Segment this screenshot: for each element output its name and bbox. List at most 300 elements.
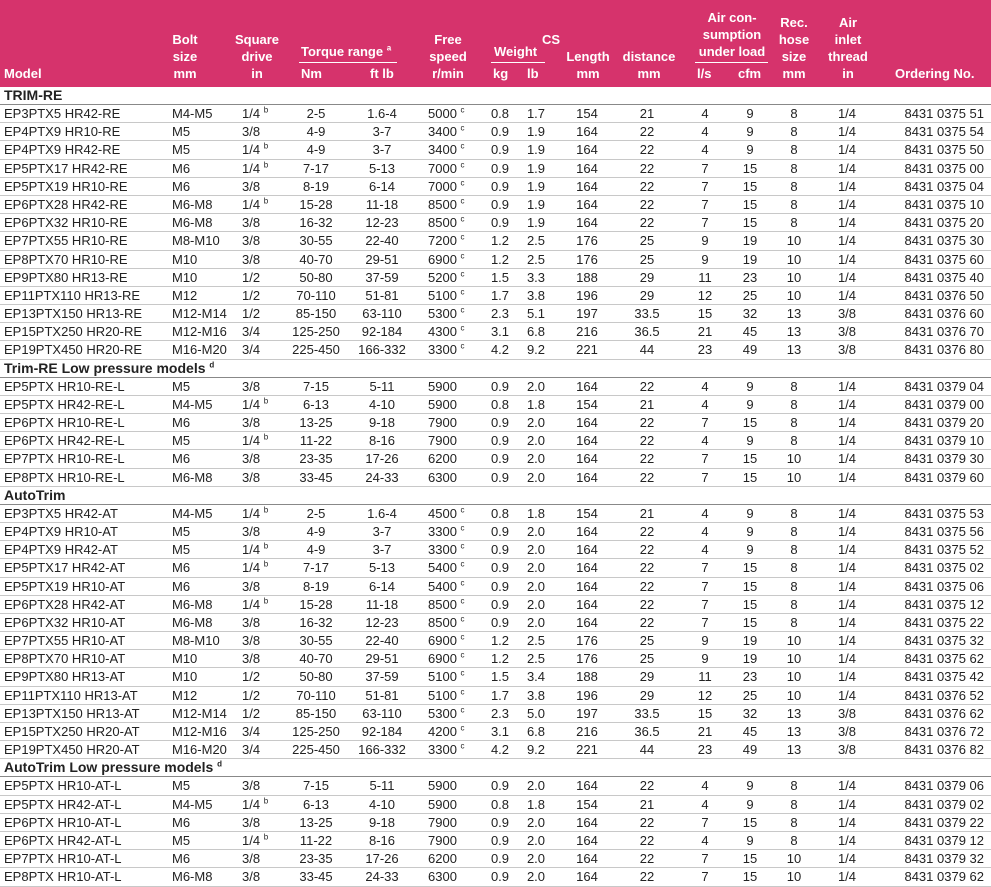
cell-drive-value: 1/4 <box>242 160 261 176</box>
cell-thread <box>827 269 867 286</box>
cell-kg-value: 0.9 <box>490 869 510 885</box>
cell-lb-value: 1.9 <box>526 142 546 158</box>
cell-dist <box>622 832 672 849</box>
cell-kg <box>484 578 516 595</box>
cell-thread-value: 1/4 <box>837 796 857 812</box>
cell-footnote: b <box>263 196 269 206</box>
cell-speed-value: 8500 <box>428 215 457 231</box>
cell-nm-value: 225-450 <box>292 742 340 758</box>
cell-ft <box>352 232 412 249</box>
cell-order <box>892 323 984 340</box>
cell-ft-value: 29-51 <box>365 251 399 267</box>
cell-kg <box>484 105 516 122</box>
cell-thread-value: 1/4 <box>837 851 857 867</box>
cell-cfm <box>732 469 768 486</box>
cell-dist <box>622 341 672 358</box>
cell-lb-value: 2.0 <box>526 869 546 885</box>
cell-ls <box>690 868 720 885</box>
cell-drive-value: 3/8 <box>242 178 261 194</box>
cell-cfm-value: 15 <box>742 178 758 194</box>
table-row <box>0 796 991 814</box>
cell-speed <box>428 323 488 340</box>
cell-order-value: 8431 0375 40 <box>904 269 984 285</box>
cell-speed <box>428 287 488 304</box>
cell-len <box>565 723 609 740</box>
cell-hose <box>776 523 812 540</box>
weight-underline <box>491 62 545 63</box>
cell-footnote: b <box>263 160 269 170</box>
cell-dist <box>622 505 672 522</box>
cell-order-value: 8431 0375 50 <box>904 142 984 158</box>
cell-cfm <box>732 796 768 813</box>
cell-drive <box>242 705 292 722</box>
cell-cfm-value: 15 <box>742 596 758 612</box>
cell-thread-value: 1/4 <box>837 523 857 539</box>
cell-kg-value: 2.3 <box>490 705 510 721</box>
cell-ls <box>690 796 720 813</box>
cell-kg <box>484 505 516 522</box>
cell-nm <box>290 596 342 613</box>
cell-order <box>892 723 984 740</box>
cell-model <box>4 450 164 467</box>
cell-kg <box>484 777 516 794</box>
cell-model <box>4 723 164 740</box>
cell-dist-value: 29 <box>639 269 655 285</box>
cell-cfm <box>732 741 768 758</box>
col-inlet-header-1: Air <box>838 15 858 30</box>
cell-model-value: EP7PTX55 HR10-AT <box>4 633 126 649</box>
cell-len <box>565 178 609 195</box>
cell-kg <box>484 650 516 667</box>
cell-ls <box>690 614 720 631</box>
cell-speed <box>428 741 488 758</box>
cell-order-value: 8431 0375 12 <box>904 596 984 612</box>
cell-dist-value: 22 <box>639 124 655 140</box>
cell-bolt <box>172 741 232 758</box>
cell-speed <box>428 523 488 540</box>
cell-dist <box>622 141 672 158</box>
cell-order <box>892 178 984 195</box>
cell-hose <box>776 650 812 667</box>
cell-nm <box>290 269 342 286</box>
cell-thread <box>827 814 867 831</box>
cell-bolt-value: M6-M8 <box>172 869 213 885</box>
cell-nm-value: 50-80 <box>299 269 333 285</box>
cell-lb <box>520 305 552 322</box>
col-nm-header: Nm <box>301 66 322 81</box>
cell-speed <box>428 432 488 449</box>
cell-nm <box>290 123 342 140</box>
cell-len-value: 216 <box>576 324 598 340</box>
cell-thread-value: 1/4 <box>837 269 857 285</box>
cell-lb-value: 1.9 <box>526 124 546 140</box>
cell-nm-value: 33-45 <box>299 469 333 485</box>
cell-speed-value: 5900 <box>428 378 457 394</box>
cell-ls <box>690 578 720 595</box>
cell-speed <box>428 796 488 813</box>
cell-nm-value: 40-70 <box>299 651 333 667</box>
cell-model-value: EP6PTX28 HR42-AT <box>4 596 126 612</box>
cell-speed-value: 6900 <box>428 651 457 667</box>
cell-cfm-value: 15 <box>742 851 758 867</box>
cell-bolt-value: M6-M8 <box>172 469 213 485</box>
cell-thread-value: 1/4 <box>837 542 857 558</box>
cell-ft <box>352 814 412 831</box>
cell-len-value: 164 <box>576 596 598 612</box>
cell-drive-value: 3/8 <box>242 578 261 594</box>
cell-ls <box>690 541 720 558</box>
section-heading <box>0 87 991 105</box>
cell-dist <box>622 251 672 268</box>
cell-lb-value: 3.3 <box>526 269 546 285</box>
cell-nm <box>290 541 342 558</box>
cell-ls-value: 4 <box>701 505 709 521</box>
cell-dist-value: 22 <box>639 814 655 830</box>
cell-speed <box>428 650 488 667</box>
cell-model <box>4 323 164 340</box>
cell-speed-value: 7900 <box>428 415 457 430</box>
cell-kg <box>484 160 516 177</box>
cell-drive <box>242 196 292 213</box>
cell-order-value: 8431 0379 12 <box>904 832 984 848</box>
cell-drive <box>242 559 292 576</box>
cell-order <box>892 287 984 304</box>
cell-footnote: c <box>460 287 465 297</box>
cell-len <box>565 596 609 613</box>
cell-footnote: c <box>460 669 465 679</box>
cell-speed <box>428 505 488 522</box>
cell-dist <box>622 523 672 540</box>
cell-kg-value: 3.1 <box>490 324 510 340</box>
cell-ft <box>352 541 412 558</box>
cell-cfm-value: 32 <box>742 705 758 721</box>
cell-ls-value: 15 <box>697 705 713 721</box>
cell-len-value: 188 <box>576 669 598 685</box>
cell-ls-value: 4 <box>701 378 709 394</box>
cell-dist <box>622 287 672 304</box>
cell-bolt <box>172 450 232 467</box>
cell-ls <box>690 232 720 249</box>
cell-drive-value: 3/8 <box>242 614 261 630</box>
cell-hose <box>776 287 812 304</box>
cell-ft-value: 51-81 <box>365 687 399 703</box>
cell-lb <box>520 251 552 268</box>
cell-ls-value: 4 <box>701 124 709 140</box>
cell-lb <box>520 432 552 449</box>
cell-nm-value: 11-22 <box>299 832 333 848</box>
cell-ls-value: 11 <box>698 269 712 285</box>
cell-cfm-value: 9 <box>746 796 754 812</box>
cell-order-value: 8431 0375 04 <box>904 178 984 194</box>
cell-kg <box>484 559 516 576</box>
cell-bolt <box>172 650 232 667</box>
cell-drive <box>242 578 292 595</box>
cell-dist-value: 33.5 <box>634 705 660 721</box>
cell-dist <box>622 105 672 122</box>
cell-dist-value: 33.5 <box>634 306 660 322</box>
cell-bolt-value: M5 <box>172 142 191 158</box>
cell-order-value: 8431 0375 51 <box>904 106 984 121</box>
cell-model <box>4 505 164 522</box>
cell-lb-value: 2.0 <box>526 542 546 558</box>
cell-model <box>4 341 164 358</box>
cell-kg <box>484 523 516 540</box>
cell-len <box>565 432 609 449</box>
cell-ls-value: 7 <box>701 560 709 576</box>
cell-lb-value: 2.0 <box>526 415 546 430</box>
cell-lb <box>520 705 552 722</box>
cell-dist <box>622 305 672 322</box>
cell-lb <box>520 741 552 758</box>
cell-thread <box>827 796 867 813</box>
cell-order <box>892 796 984 813</box>
cell-drive-value: 1/2 <box>242 306 261 322</box>
cell-hose <box>776 323 812 340</box>
cell-cfm-value: 9 <box>746 142 754 158</box>
cell-dist-value: 22 <box>639 542 655 558</box>
cell-bolt-value: M10 <box>172 269 198 285</box>
section-title: TRIM-RE <box>4 87 63 103</box>
cell-bolt-value: M6 <box>172 578 191 594</box>
cell-lb-value: 2.0 <box>526 778 546 794</box>
cell-cfm-value: 15 <box>742 160 758 176</box>
cell-dist-value: 22 <box>639 178 655 194</box>
cell-drive <box>242 251 292 268</box>
cell-nm <box>290 614 342 631</box>
cell-model <box>4 432 164 449</box>
cell-ft <box>352 251 412 268</box>
cell-speed <box>428 668 488 685</box>
cell-drive-value: 1/4 <box>242 796 261 812</box>
cell-nm-value: 7-17 <box>302 160 330 176</box>
cell-cfm-value: 23 <box>742 269 758 285</box>
cell-hose <box>776 596 812 613</box>
cell-ft-value: 22-40 <box>365 233 399 249</box>
cell-len-value: 164 <box>576 560 598 576</box>
cell-drive <box>242 741 292 758</box>
cell-drive <box>242 541 292 558</box>
cell-thread-value: 1/4 <box>837 687 857 703</box>
cell-ft-value: 29-51 <box>365 651 399 667</box>
cell-ls <box>690 396 720 413</box>
cell-ls <box>690 450 720 467</box>
cell-dist-value: 22 <box>639 196 655 212</box>
cell-model-value: EP15PTX250 HR20-AT <box>4 724 140 739</box>
cell-hose <box>776 450 812 467</box>
cell-ft-value: 24-33 <box>365 869 399 885</box>
cell-model-value: EP6PTX HR10-AT-L <box>4 814 122 830</box>
cell-drive-value: 3/4 <box>242 724 261 739</box>
cell-ft <box>352 777 412 794</box>
cell-len <box>565 450 609 467</box>
cell-nm-value: 8-19 <box>302 578 330 594</box>
cell-hose-value: 8 <box>790 106 798 121</box>
cell-drive-value: 1/4 <box>242 196 261 212</box>
cell-lb <box>520 232 552 249</box>
cell-footnote: c <box>460 523 465 533</box>
cell-kg-value: 0.8 <box>490 505 510 521</box>
cell-speed <box>428 160 488 177</box>
cell-kg-value: 0.9 <box>490 433 510 449</box>
cell-ls <box>690 378 720 395</box>
cell-nm-value: 2-5 <box>306 106 326 121</box>
cell-kg-value: 0.8 <box>490 796 510 812</box>
cell-bolt-value: M8-M10 <box>172 633 220 649</box>
cell-ls <box>690 650 720 667</box>
cell-speed-value: 4500 <box>428 505 457 521</box>
cell-footnote: b <box>263 396 269 406</box>
cell-ls-value: 7 <box>701 851 709 867</box>
cell-lb-value: 2.0 <box>526 614 546 630</box>
cell-cfm <box>732 505 768 522</box>
cell-kg-value: 1.2 <box>490 251 510 267</box>
cell-lb-value: 2.5 <box>526 633 546 649</box>
cell-nm <box>290 160 342 177</box>
cell-model-value: EP8PTX70 HR10-AT <box>4 651 126 667</box>
cell-thread <box>827 323 867 340</box>
cell-nm-value: 40-70 <box>299 251 333 267</box>
table-row <box>0 723 991 741</box>
cell-hose-value: 10 <box>786 651 802 667</box>
cell-kg <box>484 832 516 849</box>
cell-ft-value: 92-184 <box>361 324 403 340</box>
cell-len-value: 164 <box>576 215 598 231</box>
cell-nm <box>290 578 342 595</box>
cell-speed-value: 7000 <box>428 178 457 194</box>
cell-speed-value: 6200 <box>428 851 457 867</box>
cell-speed <box>428 396 488 413</box>
cell-thread <box>827 687 867 704</box>
cell-dist-value: 25 <box>639 233 655 249</box>
cell-ft <box>352 668 412 685</box>
cell-cfm-value: 9 <box>746 505 754 521</box>
cell-ft-value: 24-33 <box>365 469 399 485</box>
cell-kg-value: 1.7 <box>490 687 510 703</box>
cell-ft-value: 9-18 <box>368 415 396 430</box>
cell-cfm-value: 9 <box>746 396 754 412</box>
cell-footnote: c <box>460 632 465 642</box>
cell-hose <box>776 396 812 413</box>
cell-speed <box>428 450 488 467</box>
cell-order-value: 8431 0375 53 <box>904 505 984 521</box>
cell-order-value: 8431 0375 22 <box>904 614 984 630</box>
cell-kg-value: 0.9 <box>490 560 510 576</box>
cell-footnote: c <box>460 251 465 261</box>
cell-len <box>565 505 609 522</box>
col-hose-header-3: size <box>781 49 807 64</box>
cell-order-value: 8431 0376 62 <box>904 705 984 721</box>
cell-nm-value: 23-35 <box>299 451 333 467</box>
cell-thread-value: 3/8 <box>837 705 857 721</box>
cell-order-value: 8431 0379 04 <box>904 378 984 394</box>
cell-hose <box>776 832 812 849</box>
table-row <box>0 251 991 269</box>
cell-ft-value: 9-18 <box>368 814 396 830</box>
cell-len-value: 164 <box>576 433 598 449</box>
cell-kg-value: 0.9 <box>490 124 510 140</box>
cell-speed-value: 4300 <box>428 324 457 340</box>
cell-ls <box>690 305 720 322</box>
col-cfm-header: cfm <box>738 66 762 81</box>
cell-ft-value: 4-10 <box>368 796 396 812</box>
cell-bolt <box>172 269 232 286</box>
cell-model <box>4 251 164 268</box>
cell-ls <box>690 832 720 849</box>
cell-hose <box>776 469 812 486</box>
cell-thread-value: 1/4 <box>837 832 857 848</box>
cell-cfm <box>732 305 768 322</box>
cell-dist <box>622 687 672 704</box>
cell-drive-value: 3/8 <box>242 633 261 649</box>
cell-drive <box>242 832 292 849</box>
col-length-header-2: mm <box>576 66 600 81</box>
cell-len-value: 164 <box>576 523 598 539</box>
cell-cfm-value: 15 <box>742 196 758 212</box>
cell-kg <box>484 687 516 704</box>
cell-hose-value: 10 <box>786 869 802 885</box>
cell-len-value: 164 <box>576 614 598 630</box>
cell-model <box>4 796 164 813</box>
cell-kg-value: 4.2 <box>490 342 510 358</box>
cell-len-value: 197 <box>576 705 598 721</box>
cell-drive-value: 3/8 <box>242 814 261 830</box>
cell-len-value: 176 <box>576 251 598 267</box>
cell-dist <box>622 323 672 340</box>
cell-thread-value: 1/4 <box>837 106 857 121</box>
cell-nm <box>290 832 342 849</box>
cell-ft-value: 3-7 <box>372 542 392 558</box>
cell-dist-value: 29 <box>639 687 655 703</box>
cell-model-value: EP13PTX150 HR13-RE <box>4 306 143 322</box>
cell-len-value: 164 <box>576 124 598 140</box>
cell-cfm <box>732 214 768 231</box>
cell-speed-value: 8500 <box>428 614 457 630</box>
cell-drive-value: 3/8 <box>242 415 261 430</box>
cell-dist-value: 22 <box>639 578 655 594</box>
cell-model-value: EP9PTX80 HR13-RE <box>4 269 128 285</box>
cell-model <box>4 469 164 486</box>
cell-thread-value: 1/4 <box>837 396 857 412</box>
cell-len-value: 221 <box>576 342 598 358</box>
col-air-header-2: sumption <box>702 27 762 42</box>
cell-hose <box>776 559 812 576</box>
cell-order-value: 8431 0376 52 <box>904 687 984 703</box>
cell-nm <box>290 323 342 340</box>
cell-model <box>4 687 164 704</box>
cell-cfm <box>732 232 768 249</box>
cell-order-value: 8431 0376 72 <box>904 724 984 739</box>
cell-model-value: EP4PTX9 HR10-RE <box>4 124 121 140</box>
cell-dist-value: 22 <box>639 869 655 885</box>
cell-kg-value: 0.9 <box>490 832 510 848</box>
cell-nm-value: 2-5 <box>306 505 326 521</box>
cell-lb <box>520 178 552 195</box>
cell-ft <box>352 414 412 431</box>
cell-nm <box>290 232 342 249</box>
cell-len <box>565 868 609 885</box>
cell-bolt <box>172 614 232 631</box>
cell-cfm <box>732 414 768 431</box>
cell-speed <box>428 232 488 249</box>
cell-bolt-value: M4-M5 <box>172 505 213 521</box>
cell-ft <box>352 432 412 449</box>
cell-cfm-value: 15 <box>742 451 758 467</box>
cell-thread-value: 1/4 <box>837 178 857 194</box>
cell-model <box>4 668 164 685</box>
cell-footnote: c <box>460 178 465 188</box>
cell-ls <box>690 341 720 358</box>
cell-kg-value: 0.9 <box>490 814 510 830</box>
